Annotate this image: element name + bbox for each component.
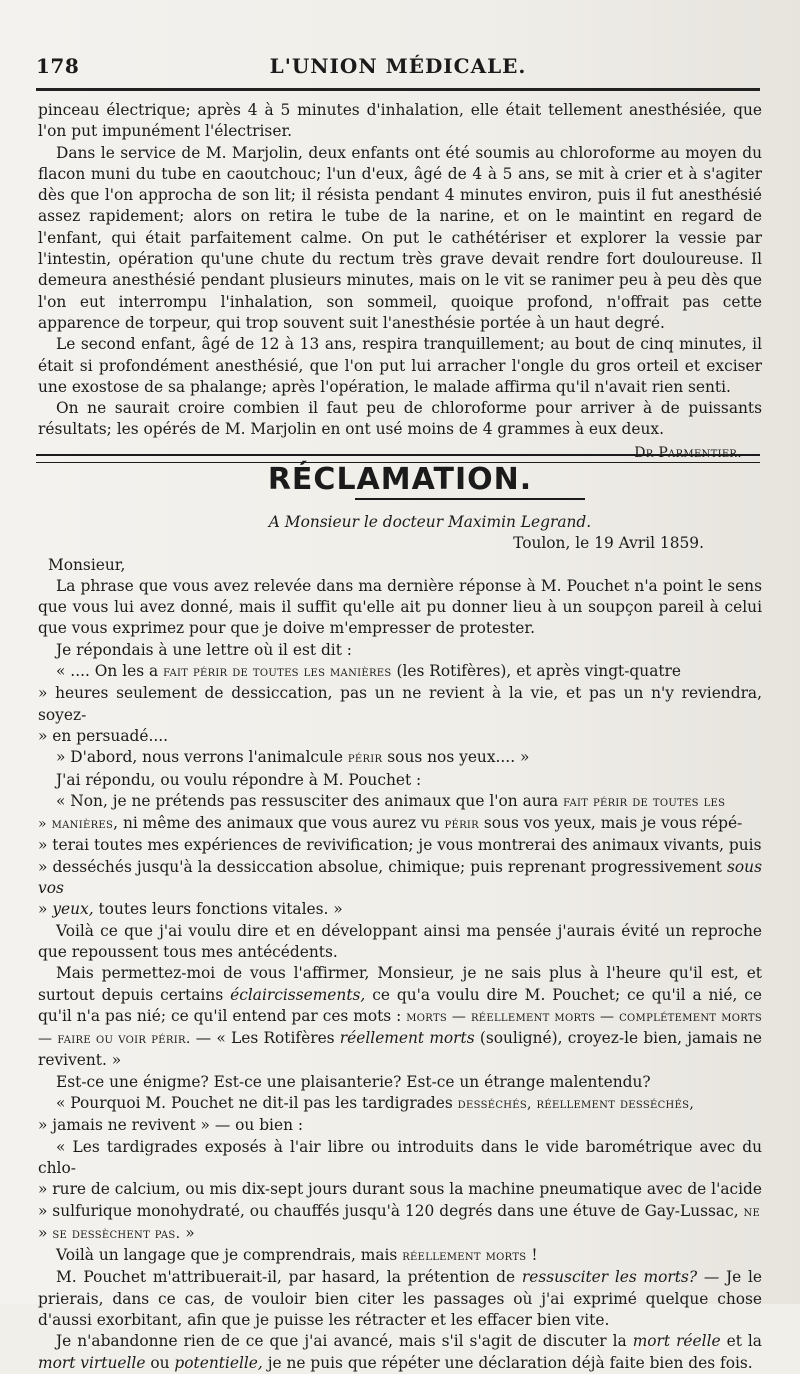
quote-emphasis: fait périr de toutes les bbox=[563, 793, 726, 810]
quote-line bbox=[38, 1201, 762, 1223]
paragraph: Le second enfant, âgé de 12 à 13 ans, respira tranquillement; au bout de cinq minutes, il était si profondément anesthésié, que l'on put lui arracher l'ongle du gros orteil et exciser une exostose de sa phalange; après l'opération, le malade affirma qu'il n'avait rien senti. bbox=[38, 335, 762, 396]
quote-italic: sous vos bbox=[38, 857, 762, 898]
quote-line: » terai toutes mes expériences de revivification; je vous montrerai des animaux vivants, puis bbox=[38, 836, 762, 855]
salutation: Monsieur, bbox=[48, 555, 126, 574]
quote-text: » bbox=[180, 1223, 195, 1242]
text-run: je ne puis que répéter une déclaration déjà faite bien des fois. bbox=[262, 1353, 753, 1372]
text-run: — « Les Rotifères bbox=[190, 1029, 340, 1048]
quote-text: sous nos yeux.... » bbox=[382, 748, 530, 767]
article-reclamation bbox=[38, 512, 762, 1374]
smallcaps-run: réellement morts bbox=[402, 1248, 527, 1265]
smallcaps-run: morts — réellement morts — complétement morts — faire ou voir périr. bbox=[38, 1008, 762, 1048]
quote-emphasis: périr bbox=[444, 816, 480, 833]
section-title: RÉCLAMATION. bbox=[267, 462, 533, 497]
text-run: — Je le prierais, dans ce cas, de vouloir bien citer les passages où j'ai exprimé quelque chose d'aussi exorbitant, afin que je puisse les rétracter et les effacer bien vite. bbox=[38, 1268, 762, 1329]
paragraph: Je répondais à une lettre où il est dit : bbox=[56, 640, 352, 659]
paragraph bbox=[38, 1331, 762, 1374]
title-rule bbox=[355, 498, 585, 500]
page-number: 178 bbox=[36, 54, 80, 78]
quote-paragraph bbox=[38, 661, 762, 683]
quote-line: » en persuadé.... bbox=[38, 726, 169, 745]
quote-text: , ni même des animaux que vous aurez vu bbox=[113, 814, 445, 833]
quote-emphasis: se dessèchent pas. bbox=[52, 1225, 181, 1242]
paragraph: On ne saurait croire combien il faut peu de chloroforme pour arriver à de puissants résultats; les opérés de M. Marjolin en ont usé moins de 4 grammes à eux deux. bbox=[38, 399, 762, 439]
quote-emphasis: fait périr de toutes les manières bbox=[163, 664, 392, 681]
paragraph bbox=[38, 1245, 762, 1267]
text-run: (souligné), croyez-le bien, jamais ne revivent. » bbox=[38, 1029, 762, 1070]
quote-text: » sulfurique monohydraté, ou chauffés jusqu'à 120 degrés dans une étuve de Gay-Lussac, bbox=[38, 1201, 744, 1220]
signature: Dr Parmentier. bbox=[634, 444, 742, 461]
quote-text: « .... On les a bbox=[56, 662, 164, 681]
header-rule bbox=[36, 88, 760, 91]
quote-text: » desséchés jusqu'à la dessiccation absolue, chimique; puis reprenant progressivement bbox=[38, 857, 728, 876]
paragraph: Voilà ce que j'ai voulu dire et en développant ainsi ma pensée j'aurais évité un reproche que repoussent tous mes antécédents. bbox=[38, 921, 762, 961]
quote-text: sous vos yeux, mais je vous répé- bbox=[479, 814, 743, 833]
text-run: et la bbox=[720, 1332, 762, 1351]
smallcaps-run: desséchés, réellement desséchés, bbox=[457, 1096, 695, 1113]
quote-line: » jamais ne revivent » — ou bien : bbox=[38, 1116, 304, 1135]
quote-line bbox=[38, 813, 762, 835]
quote-text: » D'abord, nous verrons l'animalcule bbox=[56, 748, 348, 767]
italic-run: mort virtuelle bbox=[38, 1353, 146, 1372]
dateline: Toulon, le 19 Avril 1859. bbox=[513, 534, 704, 553]
journal-title: L'UNION MÉDICALE. bbox=[269, 54, 527, 78]
quote-italic: yeux, bbox=[52, 900, 94, 919]
quote-line: » heures seulement de dessiccation, pas un ne revient à la vie, et pas un n'y reviendra, soyez- bbox=[38, 684, 762, 724]
text-run: ce qu'a voulu dire M. Pouchet; ce qu'il a nié, ce qu'il n'a pas nié; ce qu'il entend par ces mots : bbox=[38, 985, 762, 1025]
paragraph bbox=[38, 1093, 762, 1115]
italic-run: réellement morts bbox=[339, 1029, 475, 1048]
quote-line: « Les tardigrades exposés à l'air libre ou introduits dans le vide barométrique avec du chlo- bbox=[38, 1137, 762, 1177]
quote-text: » bbox=[38, 900, 53, 919]
italic-run: potentielle, bbox=[174, 1353, 263, 1372]
quote-emphasis: » manières bbox=[38, 816, 114, 833]
paragraph: La phrase que vous avez relevée dans ma dernière réponse à M. Pouchet n'a point le sens que vous lui avez donné, mais il suffit qu'elle ait pu donner lieu à un soupçon pareil à celui que vous exprimez pour que je doive m'empresser de protester. bbox=[38, 576, 762, 638]
paragraph: J'ai répondu, ou voulu répondre à M. Pouchet : bbox=[56, 770, 422, 789]
quote-emphasis: ne bbox=[743, 1203, 761, 1220]
text-run: ! bbox=[526, 1246, 538, 1265]
quote-text: » bbox=[38, 1223, 53, 1242]
quote-text: toutes leurs fonctions vitales. » bbox=[93, 900, 343, 919]
paragraph: pinceau électrique; après 4 à 5 minutes d'inhalation, elle était tellement anesthésiée, que l'on put impunément l'électriser. bbox=[38, 101, 762, 141]
addressee: A Monsieur le docteur Maximin Legrand. bbox=[268, 513, 592, 531]
italic-run: mort réelle bbox=[632, 1332, 721, 1351]
quote-paragraph bbox=[38, 747, 762, 769]
paragraph bbox=[38, 963, 762, 1071]
italic-run: éclaircissements, bbox=[230, 985, 366, 1004]
paragraph: Dans le service de M. Marjolin, deux enfants ont été soumis au chloroforme au moyen du flacon muni du tube en caoutchouc; l'un d'eux, âgé de 4 à 5 ans, se mit à crier et à s'agiter dès que l'on approcha de son lit; il résista pendant 4 minutes environ, puis il fut anesthésié assez rapidement; alors on retira le tube de la narine, et on le maintint en regard de l'enfant, qui était parfaitement calme. On put le cathétériser et explorer la vessie par l'intestin, opération qu'une chute du rectum très grave devait rendre fort douloureuse. Il demeura anesthésié pendant plusieurs minutes, mais on le vit se ranimer peu à peu dès que l'on eut interrompu l'inhalation, son sommeil, quoique profond, n'offrait pas cette apparence de torpeur, qui trop souvent suit l'anesthésie portée à un haut degré. bbox=[38, 143, 762, 332]
text-run: Je n'abandonne rien de ce que j'ai avancé, mais s'il s'agit de discuter la bbox=[56, 1332, 633, 1351]
text-run: M. Pouchet m'attribuerait-il, par hasard, la prétention de bbox=[56, 1268, 522, 1287]
page-header bbox=[36, 50, 760, 86]
text-run: Voilà un langage que je comprendrais, mais bbox=[56, 1246, 403, 1265]
article-chloroform bbox=[38, 100, 762, 464]
quote-emphasis: périr bbox=[347, 750, 383, 767]
quote-line: » rure de calcium, ou mis dix-sept jours durant sous la machine pneumatique avec de l'acide bbox=[38, 1180, 763, 1199]
quote-line bbox=[38, 899, 762, 920]
paragraph: Est-ce une énigme? Est-ce une plaisanterie? Est-ce un étrange malentendu? bbox=[56, 1072, 651, 1091]
paragraph bbox=[38, 1267, 762, 1331]
quote-text: (les Rotifères), et après vingt-quatre bbox=[391, 662, 682, 681]
text-run: ou bbox=[145, 1353, 175, 1372]
text-run: Mais permettez-moi de vous l'affirmer, Monsieur, je ne sais plus à l'heure qu'il est, et surtout depuis certains bbox=[38, 964, 762, 1004]
quote-text: « Non, je ne prétends pas ressusciter des animaux que l'on aura bbox=[56, 791, 564, 810]
italic-run: ressusciter les morts? bbox=[521, 1268, 698, 1287]
quote-line bbox=[38, 1223, 762, 1245]
quote-line bbox=[38, 857, 762, 900]
quote-paragraph bbox=[38, 791, 762, 813]
text-run: « Pourquoi M. Pouchet ne dit-il pas les tardigrades bbox=[56, 1094, 458, 1113]
